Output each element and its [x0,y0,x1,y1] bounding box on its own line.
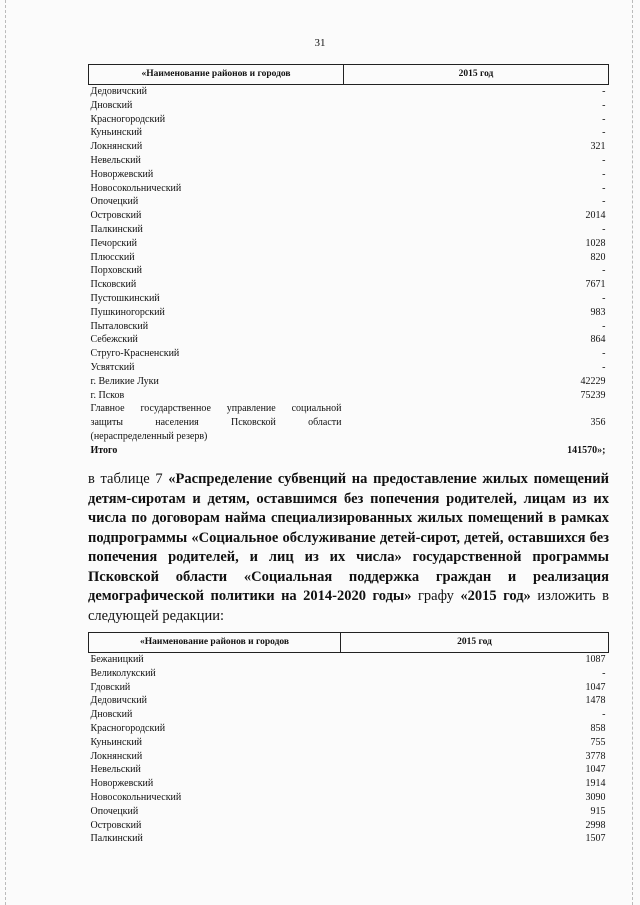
table-row [89,750,609,764]
table-row [89,402,609,416]
district-value: - [602,127,606,139]
district-name: Островский [90,819,142,831]
table-row [89,306,609,320]
district-name: Красногородский [90,722,166,734]
table-row [89,389,609,403]
table-row [89,126,609,140]
district-value: 820 [590,251,606,263]
table-row [89,237,609,251]
district-name: Палкинский [90,833,143,845]
district-value: - [602,168,606,180]
paragraph-table-title: «Распределение субвенций на предоставление жилых помещений детям-сиротам и детям, оставшимся без попечения родителей, лицам из их числа по договорам найма специализированных жилых помещений в рамках подпрограммы «Социальное обслуживание детей-сирот, детей, оставшихся без попечения родителей, и лиц из их числа» государственной программы Псковской области «Социальная поддержка граждан и реализация демографической политики на 2014-2020 годы» [88,471,609,604]
table-row [89,681,609,695]
table-row [89,264,609,278]
table-body [89,653,609,847]
district-table-2 [88,632,609,846]
district-value: - [602,667,606,679]
table-row [89,416,609,430]
table-row [89,154,609,168]
district-value: 983 [590,306,606,318]
paragraph-column-name: «2015 год» [460,588,531,604]
district-value: 42229 [580,375,606,387]
district-value: 1047 [585,764,606,776]
empty-cell [344,402,609,416]
district-name: Новоржевский [90,168,154,180]
district-value: 1478 [585,695,606,707]
table-row [89,333,609,347]
district-name: Гдовский [90,681,131,693]
district-value: - [602,292,606,304]
district-value: - [602,361,606,373]
district-value: - [602,265,606,277]
district-value: 3090 [585,791,606,803]
reserve-line: (нераспределенный резерв) [90,430,208,442]
column-header-name: «Наименование районов и городов [89,65,344,85]
district-table-1 [88,64,609,458]
district-name: Новосокольнический [90,791,182,803]
district-name: Локнянский [90,141,143,153]
district-name: Себежский [90,334,138,346]
table-row [89,694,609,708]
district-name: Островский [90,210,142,222]
district-name: Опочецкий [90,805,139,817]
table-row [89,832,609,846]
district-value: 1028 [585,237,606,249]
table-row [89,182,609,196]
table-row [89,320,609,334]
table-row [89,708,609,722]
table-row [89,251,609,265]
district-name: Новосокольнический [90,182,182,194]
district-value: - [602,182,606,194]
district-value: - [602,86,606,97]
district-name: Струго-Красненский [90,348,180,360]
table-row [89,347,609,361]
district-value: 1914 [585,778,606,790]
district-name: Псковский [90,279,137,291]
district-name: Невельский [90,764,141,776]
district-value: - [602,348,606,360]
district-name: Порховский [90,265,143,277]
district-value: - [602,320,606,332]
district-value: 75239 [580,389,606,401]
total-value: 141570»; [567,444,606,456]
district-name: Пыталовский [90,320,149,332]
district-name: Усвятский [90,361,135,373]
table-row [89,430,609,444]
column-header-year: 2015 год [344,65,609,85]
district-name: г. Великие Луки [90,375,159,387]
table-row [89,223,609,237]
paragraph-tail: изложить в следующей редакции: [88,588,610,624]
table-header-row [89,65,609,85]
district-name: Дновский [90,709,133,721]
scan-edge-left [5,0,6,905]
page-number: 31 [314,37,326,49]
table-row [89,777,609,791]
total-label: Итого [90,444,118,456]
table-row [89,763,609,777]
district-name: Пушкиногорский [90,306,165,318]
district-value: 3778 [585,750,606,762]
reserve-line: Главное государственное управление социальной [90,403,342,415]
district-value: 858 [590,722,606,734]
table-row [89,736,609,750]
district-name: Великолукский [90,667,156,679]
table-row [89,375,609,389]
table-row [89,361,609,375]
district-value: - [602,196,606,208]
district-value: - [602,709,606,721]
table-row [89,819,609,833]
column-header-name: «Наименование районов и городов [89,633,341,653]
table-row [89,444,609,458]
district-name: Плюсский [90,251,135,263]
district-value: - [602,223,606,235]
table-row [89,209,609,223]
district-name: Дедовичский [90,86,147,97]
district-name: Дновский [90,99,133,111]
table-row [89,85,609,99]
district-value: 7671 [585,279,606,291]
district-value: 864 [590,334,606,346]
table-row [89,292,609,306]
table-row [89,140,609,154]
district-value: 915 [590,805,606,817]
district-name: Новоржевский [90,778,154,790]
table-row [89,722,609,736]
reserve-value: 356 [590,417,606,429]
district-value: 321 [590,141,606,153]
table-header-row [89,633,609,653]
district-value: 2014 [585,210,606,222]
paragraph-lead: в таблице 7 [88,471,169,487]
district-name: Куньинский [90,127,143,139]
table-row [89,99,609,113]
district-name: Пустошкинский [90,292,160,304]
district-value: - [602,113,606,125]
district-name: Локнянский [90,750,143,762]
district-value: 1507 [585,833,606,845]
body-paragraph [88,470,609,626]
district-value: 2998 [585,819,606,831]
table-row [89,278,609,292]
table-row [89,653,609,667]
reserve-line: защиты населения Псковской области [90,417,342,429]
district-name: Бежаницкий [90,654,144,665]
district-name: Невельский [90,154,141,166]
empty-cell [344,430,609,444]
district-name: Печорский [90,237,137,249]
district-value: - [602,154,606,166]
column-header-year: 2015 год [341,633,609,653]
district-value: 755 [590,736,606,748]
district-value: - [602,99,606,111]
district-value: 1087 [585,654,606,665]
district-value: 1047 [585,681,606,693]
table-row [89,168,609,182]
table-body [89,85,609,458]
table-row [89,667,609,681]
district-name: Красногородский [90,113,166,125]
table-row [89,805,609,819]
table-row [89,113,609,127]
district-name: Палкинский [90,223,143,235]
district-name: Дедовичский [90,695,147,707]
table-row [89,791,609,805]
scan-edge-right [632,0,633,905]
paragraph-mid: графу [411,588,461,604]
table-row [89,195,609,209]
district-name: г. Псков [90,389,125,401]
district-name: Опочецкий [90,196,139,208]
district-name: Куньинский [90,736,143,748]
